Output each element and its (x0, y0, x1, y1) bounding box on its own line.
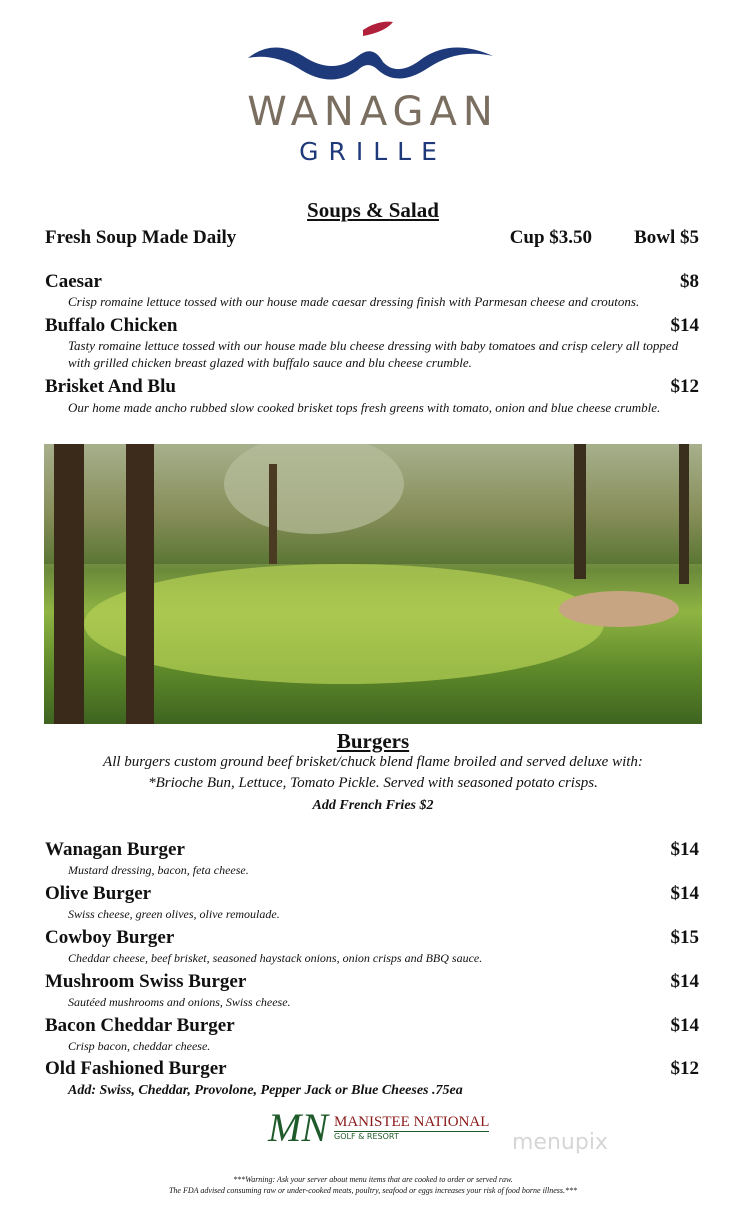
menu-item (45, 839, 699, 861)
item-desc: Cheddar cheese, beef brisket, seasoned haystack onions, onion crisps and BBQ sauce. (68, 951, 483, 965)
item-desc: Add: Swiss, Cheddar, Provolone, Pepper Jack or Blue Cheeses .75ea (68, 1083, 463, 1098)
partner-sub: GOLF & RESORT (334, 1132, 399, 1141)
item-name: Bacon Cheddar Burger (45, 1015, 235, 1036)
item-desc: Our home made ancho rubbed slow cooked brisket tops fresh greens with tomato, onion and blue cheese crumble. (68, 400, 661, 415)
footer-warning (0, 1174, 746, 1196)
golf-course-photo (44, 444, 702, 724)
item-name: Mushroom Swiss Burger (45, 971, 247, 992)
item-name: Old Fashioned Burger (45, 1058, 227, 1079)
brand-sub: GRILLE (299, 137, 447, 166)
menu-item (45, 271, 699, 293)
item-name: Cowboy Burger (45, 927, 175, 948)
partner-name: MANISTEE NATIONAL (334, 1114, 490, 1130)
footer-line-1: ***Warning: Ask your server about menu items that are cooked to order or served raw. (233, 1175, 513, 1184)
menu-item (45, 971, 699, 993)
item-desc: Tasty romaine lettuce tossed with our house made blu cheese dressing with baby tomatoes and crisp celery all topped with grilled chicken breast glazed with buffalo sauce and blu cheese crumble. (68, 338, 679, 370)
burgers-addon: Add French Fries $2 (312, 798, 434, 813)
menu-item (45, 1015, 699, 1037)
item-desc: Crisp bacon, cheddar cheese. (68, 1039, 211, 1053)
wave-logo-icon (243, 18, 503, 93)
item-price: $14 (670, 1015, 699, 1036)
item-price: $14 (670, 883, 699, 904)
menu-item (45, 883, 699, 905)
item-desc: Mustard dressing, bacon, feta cheese. (68, 863, 249, 877)
item-name: Caesar (45, 271, 102, 292)
item-price: $12 (670, 1058, 699, 1079)
manistee-national-logo (268, 1104, 489, 1151)
burgers-intro: All burgers custom ground beef brisket/chuck blend flame broiled and served deluxe with: (103, 754, 643, 770)
menu-item (45, 927, 699, 949)
item-price: $14 (670, 839, 699, 860)
footer-line-2: The FDA advised consuming raw or under-cooked meats, poultry, seafood or eggs increases your risk of food borne illness.*** (168, 1186, 578, 1195)
section-title-burgers: Burgers (336, 729, 410, 753)
burgers-intro-2: *Brioche Bun, Lettuce, Tomato Pickle. Served with seasoned potato crisps. (148, 775, 598, 791)
soup-label: Fresh Soup Made Daily (45, 227, 237, 248)
item-price: $12 (670, 376, 699, 397)
soup-row (45, 227, 699, 249)
item-name: Buffalo Chicken (45, 315, 178, 336)
item-price: $8 (680, 271, 699, 292)
watermark: menupix (512, 1130, 608, 1155)
menu-item (45, 315, 699, 337)
item-name: Brisket And Blu (45, 376, 176, 397)
section-title-soups: Soups & Salad (307, 198, 439, 222)
partner-mark: MN (268, 1105, 328, 1150)
brand-name: WANAGAN (247, 89, 499, 135)
item-price: $14 (670, 315, 699, 336)
item-desc: Crisp romaine lettuce tossed with our house made caesar dressing finish with Parmesan cheese and croutons. (68, 294, 640, 309)
item-price: $15 (670, 927, 699, 948)
wanagan-logo (0, 18, 746, 166)
soup-cup-price: Cup $3.50 (509, 227, 593, 248)
menu-item (45, 376, 699, 398)
item-desc: Swiss cheese, green olives, olive remoulade. (68, 907, 280, 921)
soup-bowl-price: Bowl $5 (634, 227, 699, 248)
item-name: Wanagan Burger (45, 839, 185, 860)
menu-item (45, 1058, 699, 1080)
item-desc: Sautéed mushrooms and onions, Swiss cheese. (68, 995, 291, 1009)
item-name: Olive Burger (45, 883, 152, 904)
item-price: $14 (670, 971, 699, 992)
